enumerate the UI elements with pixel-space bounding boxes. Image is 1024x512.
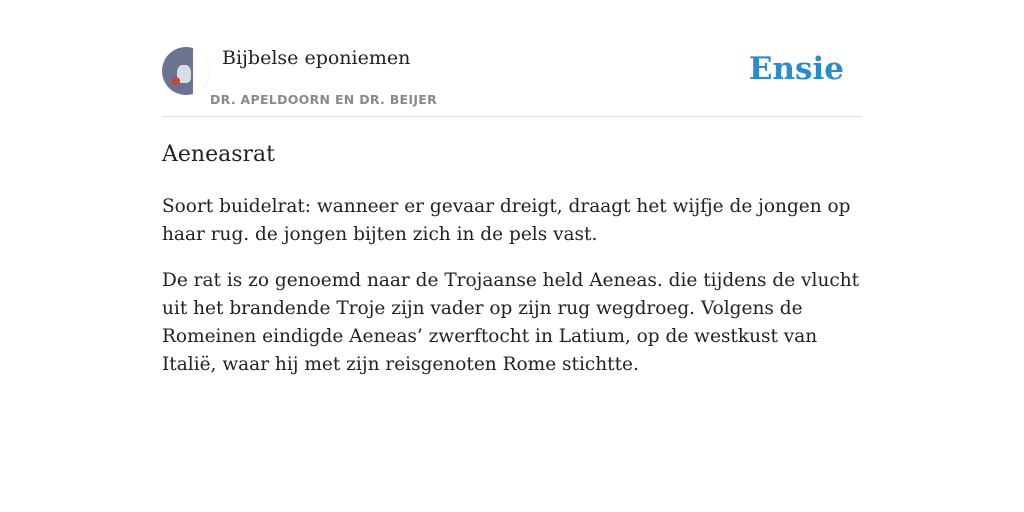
cover-mask [193,47,210,95]
page [162,0,862,512]
book-cover-icon[interactable] [162,47,210,95]
entry-body [162,193,862,397]
entry-title: Aeneasrat [162,142,275,167]
book-authors[interactable]: DR. APELDOORN EN DR. BEIJER [210,92,438,107]
cover-accent [172,77,180,85]
entry-paragraph: Soort buidelrat: wanneer er gevaar dreigt, draagt het wijfje de jongen op haar rug. de jongen bijten zich in de pels vast. [162,196,851,245]
brand-logo[interactable]: Ensie [748,51,844,87]
entry-paragraph: De rat is zo genoemd naar de Trojaanse held Aeneas. die tijdens de vlucht uit het brandende Troje zijn vader op zijn rug wegdroeg. Volgens de Romeinen eindigde Aeneas’ zwerftocht in Latium, op de westkust van Italië, waar hij met zijn reisgenoten Rome stichtte. [162,270,860,375]
header [162,0,862,117]
book-title[interactable]: Bijbelse eponiemen [222,47,411,69]
